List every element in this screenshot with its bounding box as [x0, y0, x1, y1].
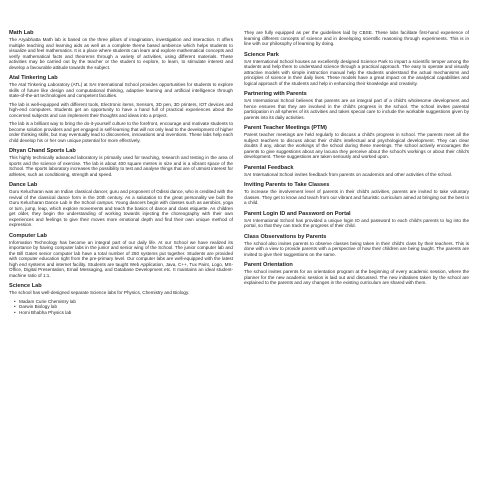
math-lab-text: The Aryabhatta Math lab is based on the three pillars of imagination, investigation and interaction. It offers multiple teaching and learning aids as well as a complete theme based ambience which helps students to visualize and feel mathematics. It is a place where students can learn and explore mathematical concepts and verify mathematical facts and theorems through a variety of activities, using different materials. These activities may be carried out by the teacher or the student to explore, to learn, to stimulate interest and develop a favourable attitude towards the subject. [9, 37, 233, 70]
computer-lab-section [9, 233, 233, 279]
atal-tinkering-lab-text-1: The Atal Tinkering Laboratory (ATL) at SAI International School provides opportunities for students to explore skills of future like design and computational thinking, adaptive learning and artificial intelligence through state-of-the-art technologies and competent faculties. [9, 82, 233, 98]
sports-lab-text: This highly technically advanced laboratory is primarily used for teaching, research and testing in the area of sports and the science of exercise. The lab is about 400 square metres in size and is a vibrant space of the School. The sports laboratory increases the possibility to test and analyse things that are of utmost interest for athletes, such as conditioning, strength and speed. [9, 155, 233, 177]
sports-lab-heading: Dhyan Chand Sports Lab [9, 148, 76, 154]
math-lab-section [9, 30, 233, 70]
partnering-parents-heading: Partnering with Parents [244, 91, 307, 97]
ptm-section [244, 125, 469, 160]
partnering-parents-section [244, 91, 469, 120]
science-park-heading: Science Park [244, 51, 279, 58]
parental-feedback-heading: Parental Feedback [244, 164, 294, 171]
inviting-parents-section [244, 182, 469, 206]
inviting-parents-text: To increase the involvement level of parents in their child's activities, parents are invited to take voluntary classes. They get to know and teach from our vibrant and futuristic curriculum aimed at bringing out the best in a child. [244, 189, 469, 205]
list-item: • Madam Curie Chemistry lab [19, 299, 233, 305]
parent-login-heading: Parent Login ID and Password on Portal [244, 210, 351, 217]
science-lab-section [9, 283, 233, 315]
partnering-parents-text: SAI International School believes that parents are an integral part of a child's wholesome development and hence ensures that they are involved in the child's progress in the school. The school invites parental participation in all spheres of its activities and takes special care to include the workable suggestions given by parents into its daily activities. [244, 98, 469, 120]
right-column [244, 30, 469, 291]
parent-orientation-heading: Parent Orientation [244, 262, 293, 268]
parent-orientation-section [244, 262, 469, 286]
science-lab-continued-section [244, 30, 469, 47]
science-park-section [244, 52, 469, 87]
parent-login-section [244, 211, 469, 229]
class-observations-section [244, 234, 469, 258]
atal-tinkering-lab-section [9, 75, 233, 143]
left-column [9, 30, 233, 320]
science-lab-heading: Science Lab [9, 283, 42, 289]
science-park-text: SAI International School houses an excellently designed Science Park to impart a scientific temper among the students and help them to understand science through a practical approach. The easy to operate and visually attractive models with simple instruction manual help the students understand the actual mechanisms and principles of science in their daily lives. These models have a great impact on the analytical capabilities and logical approach of the students and help in enhancing their knowledge and creativity. [244, 58, 469, 86]
atal-tinkering-lab-text-3: The lab is a brilliant way to bring the do-it-yourself culture to the forefront, encourage and motivate students to become solution providers and get engaged in self-learning that will not only lead to the development of higher order thinking skills, but may eventually lead to discoveries, innovations and inventions. These labs help each child develop his or her own unique potential for more effectively. [9, 121, 233, 143]
atal-tinkering-lab-heading: Atal Tinkering Lab [9, 75, 58, 81]
dance-lab-text: Guru Kelucharan was an Indian classical dancer, guru and proponent of Odissi dance, who is credited with the revival of the classical dance form in the 20th century. As a salutation to the great personality we built the Guru Kelucharan Dance Lab in the School campus. Young dancers begin with classes such as aerobics, yoga or turn, jump, leap, which explore movements and teach the basics of dance and class etiquette. As children get older, they begin the understanding of working towards injecting the choreography with their own experiences and feelings to give their moves more emotional depth and find their own unique method of expression. [9, 189, 233, 227]
computer-lab-heading: Computer Lab [9, 232, 47, 239]
computer-lab-text: Information Technology has become an integral part of our daily life. At our School we have realized its importance by having computer labs in the junior and senior wing of the School. The junior computer lab and the Bill Gates senior computer lab have a total number of 250 systems put together. Students are provided with computer education right from the pre-primary level. Our computer labs are well-equipped with the latest high end systems and internet facility. Students are taught Web Application, Java, C++, Tux Paint, Logo, MS-Office, Digital Presentation, Email Messaging, and Database Development etc. It maintains an ideal student-machine ratio of 1:1. [9, 239, 233, 278]
ptm-heading: Parent Teacher Meetings (PTM) [244, 125, 327, 131]
dance-lab-heading: Dance Lab [9, 182, 38, 188]
list-item: • Darwin Biology lab [19, 304, 233, 310]
inviting-parents-heading: Inviting Parents to Take Classes [244, 182, 330, 188]
parent-orientation-text: The school invites parents for an orientation program at the beginning of every academic session, where the planner for the new academic session is laid out and discussed. The new initiatives taken by the school are explained to the parents and any changes in the existing curriculum are shared with them. [244, 269, 469, 285]
atal-tinkering-lab-text-2: The lab is well-equipped with different tools, Electronic items, Sensors, 3D pen, 3D printers, IOT devices and high-end computers. Students get an opportunity to have a hand full of practical experiences about the concerned subjects and can implement their thoughts and ideas into a project. [9, 101, 233, 118]
science-lab-list [9, 299, 233, 316]
class-observations-text: The school also invites parents to observe classes being taken in their child's class by their teachers. This is done with a view to provide parents with a perspective of how their children are being taught. The parents are invited to give their suggestions on the same. [244, 240, 469, 257]
math-lab-heading: Math Lab [9, 30, 34, 36]
dance-lab-section [9, 182, 233, 228]
list-item: • Homi Bhabha Physics lab [19, 310, 233, 316]
sports-lab-section [9, 148, 233, 177]
parental-feedback-text: SAI International School invites feedback from parents on academics and other activities of the school. [244, 171, 453, 177]
parental-feedback-section [244, 165, 469, 178]
science-lab-continued-text: They are fully equipped as per the guidelines laid by CBSE. These labs facilitate first-hand experience of learning different concepts of science and in developing scientific reasoning through experiments. This is in line with our philosophy of learning by doing. [244, 30, 469, 46]
class-observations-heading: Class Observations by Parents [244, 233, 327, 240]
ptm-text: Parent teacher meetings are held regularly to discuss a child's progress in school. The parents meet all the subject teachers to discuss about their child's intellectual and psychological development. They can clear doubts if any, about the workings of the school during these meetings. The school actively encourages the parents to give suggestions about any lacuna they perceive about the school's workings or about their child's development. These suggestions are taken seriously and worked upon. [244, 132, 469, 159]
science-lab-text: The school has well-designed separate Science labs for Physics, Chemistry and Biology. [9, 290, 190, 295]
parent-login-text: SAI International School has provided a unique login ID and password to each child's parents to log into the portal, so that they can track the progress of their child. [244, 217, 469, 228]
